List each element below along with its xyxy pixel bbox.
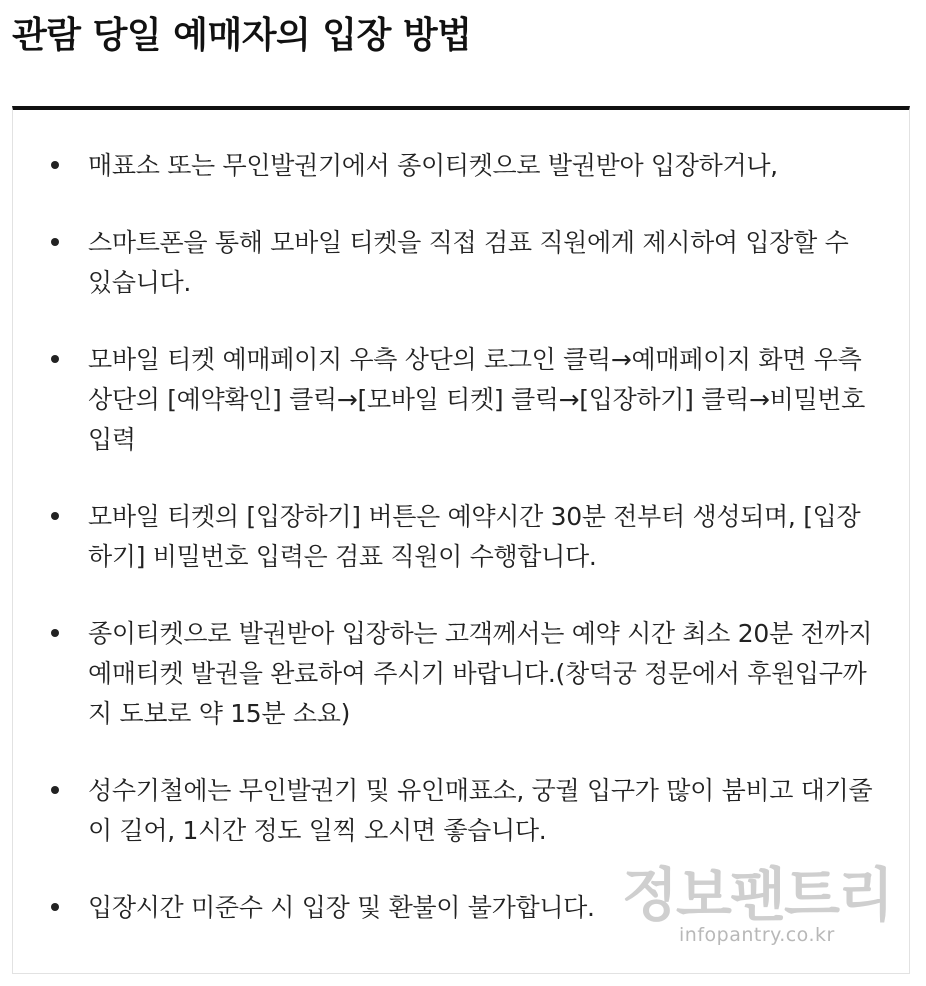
list-item <box>13 223 909 303</box>
watermark-logo: 정보팬트리 <box>621 861 892 929</box>
list-item <box>13 497 909 577</box>
list-item-text: 모바일 티켓의 [입장하기] 버튼은 예약시간 30분 전부터 생성되며, [입장하기] 비밀번호 입력은 검표 직원이 수행합니다. <box>88 502 861 571</box>
list-item <box>13 888 909 928</box>
page-title: 관람 당일 예매자의 입장 방법 <box>12 15 472 56</box>
list-item-text: 매표소 또는 무인발권기에서 종이티켓으로 발권받아 입장하거나, <box>88 151 778 180</box>
list-item <box>13 771 909 851</box>
bullet-icon <box>51 512 59 520</box>
bullet-icon <box>51 629 59 637</box>
instructions-list <box>13 146 909 965</box>
list-item <box>13 340 909 460</box>
list-item <box>13 614 909 734</box>
bullet-icon <box>51 161 59 169</box>
bullet-icon <box>51 355 59 363</box>
bullet-icon <box>51 238 59 246</box>
list-item <box>13 146 909 186</box>
list-item-text: 입장시간 미준수 시 입장 및 환불이 불가합니다. <box>88 893 595 922</box>
bullet-icon <box>51 786 59 794</box>
bullet-icon <box>51 903 59 911</box>
watermark-url: infopantry.co.kr <box>679 924 835 946</box>
list-item-text: 성수기철에는 무인발권기 및 유인매표소, 궁궐 입구가 많이 붐비고 대기줄이 길어, 1시간 정도 일찍 오시면 좋습니다. <box>88 776 873 845</box>
list-item-text: 스마트폰을 통해 모바일 티켓을 직접 검표 직원에게 제시하여 입장할 수 있습니다. <box>88 228 849 297</box>
instructions-box <box>12 106 910 974</box>
list-item-text: 모바일 티켓 예매페이지 우측 상단의 로그인 클릭→예매페이지 화면 우측 상단의 [예약확인] 클릭→[모바일 티켓] 클릭→[입장하기] 클릭→비밀번호 입력 <box>88 345 865 454</box>
list-item-text: 종이티켓으로 발권받아 입장하는 고객께서는 예약 시간 최소 20분 전까지 예매티켓 발권을 완료하여 주시기 바랍니다.(창덕궁 정문에서 후원입구까지 도보로 약 15분 소요) <box>88 619 873 728</box>
